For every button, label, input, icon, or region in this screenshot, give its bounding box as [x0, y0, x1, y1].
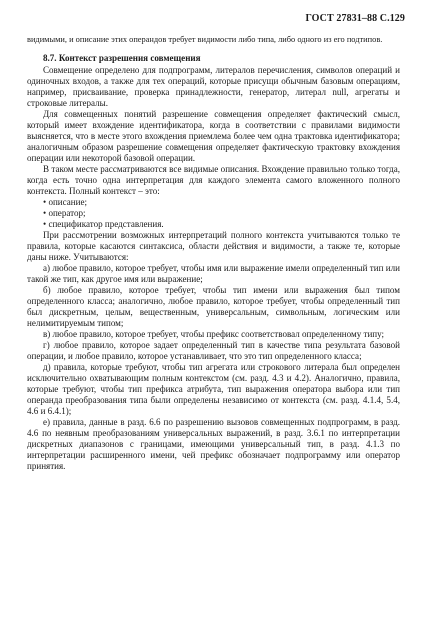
- paragraph-3: В таком месте рассматриваются все видимые описания. Вхождение правильно только тогда, когда есть точно одна интерпретация для каждого элемента самого вложенного полного контекста. Полный контекст – это:: [27, 163, 400, 196]
- list-item: • описание;: [43, 197, 400, 208]
- rule-b: б) любое правило, которое требует, чтобы тип имени или выражения был типом определенного класса; аналогично, любое правило, которое требует, чтобы определенный тип был дискретным, целым, вещественным, универсальным, символьным, логическим или нелимитируемым типом;: [27, 284, 400, 328]
- rule-e: е) правила, данные в разд. 6.6 по разрешению вызовов совмещенных подпрограмм, в разд. 4.6 по неявным преобразованиям универсальных выражений, в разд. 3.6.1 по интерпретации дискретных диапазонов с границами, имеющими универсальный тип, в разд. 4.1.3 по интерпретации расширенного имени, чей префикс обозначает подпрограмму или оператор принятия.: [27, 417, 400, 472]
- body-text: [27, 35, 400, 472]
- rule-v: в) любое правило, которое требует, чтобы префикс соответствовал определенному типу;: [43, 328, 385, 339]
- paragraph-2: Для совмещенных понятий разрешение совмещения определяет фактический смысл, который имеет вхождение идентификатора, когда в соответствии с правилами видимости выясняется, что в месте этого вхождения приемлема более чем одна трактовка идентификатора; аналогичным образом разрешение совмещения определяет фактическую трактовку вхождения операции или некоторой базовой операции.: [27, 108, 400, 163]
- list-item: • спецификатор представления.: [43, 219, 400, 230]
- section-heading: 8.7. Контекст разрешения совмещения: [43, 52, 201, 63]
- context-list: [27, 197, 400, 230]
- rule-g: г) любое правило, которое задает определенный тип в качестве типа результата базовой операции, и любое правило, которое устанавливает, что это тип определенного класса;: [27, 340, 400, 362]
- paragraph-4: При рассмотрении возможных интерпретаций полного контекста учитываются только те правила, которые касаются синтаксиса, области действия и видимости, а также те, которые даны ниже. Учитываются:: [27, 229, 400, 262]
- list-item: • оператор;: [43, 208, 400, 219]
- paragraph-1: Совмещение определено для подпрограмм, литералов перечисления, символов операций и одиночных входов, а также для тех операций, которые присущи обычным базовым операциям, например, присваивание, проверка принадлежности, генератор, литерал null, агрегаты и строковые литералы.: [27, 64, 400, 108]
- page-header: ГОСТ 27831–88 С.129: [305, 13, 405, 24]
- rule-a: а) любое правило, которое требует, чтобы имя или выражение имели определенный тип или такой же тип, как другое имя или выражение;: [27, 262, 400, 284]
- continuation-paragraph: видимыми, и описание этих операндов требует видимости либо типа, либо одного из его подтипов.: [27, 35, 383, 44]
- rule-d: д) правила, которые требуют, чтобы тип агрегата или строкового литерала был определен исключительно охватывающим полным контекстом (см. разд. 4.3 и 4.2). Аналогично, правила, которые требуют, чтобы тип префикса атрибута, тип выражения оператора выбора или тип операнда преобразования типа были определены независимо от контекста (см. разд. 4.1.4, 5.4, 4.6 и 6.4.1);: [27, 362, 400, 417]
